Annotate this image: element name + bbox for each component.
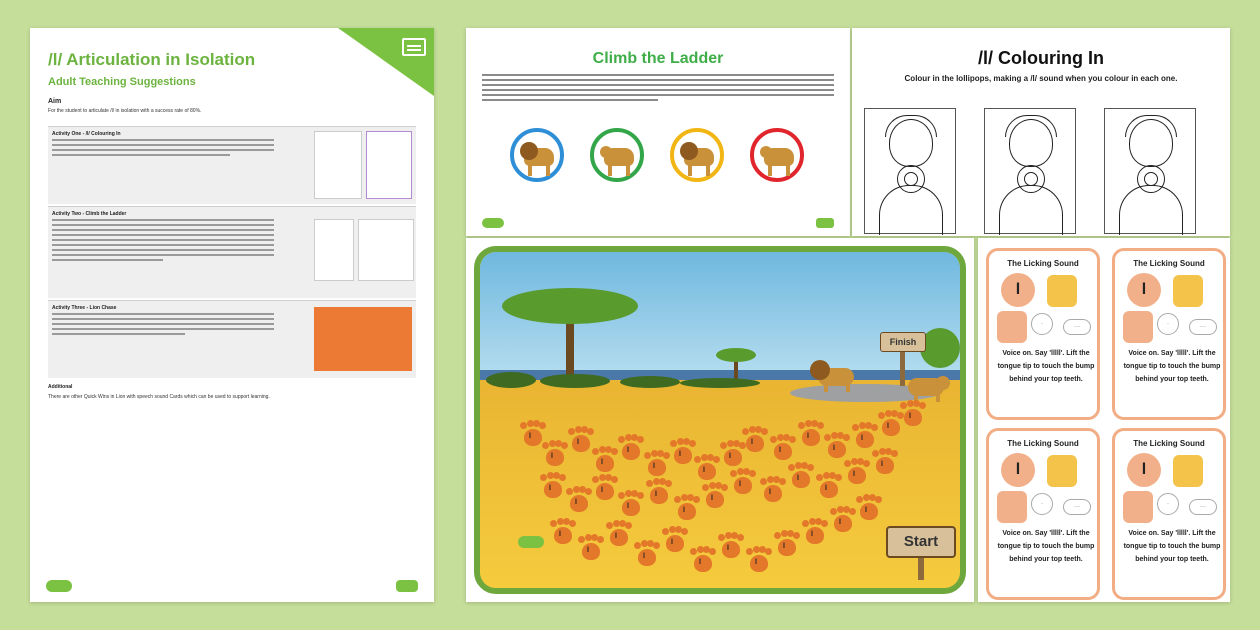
paw-print-icon: [674, 496, 700, 522]
mouth-picture-icon: [1047, 455, 1077, 487]
paw-letter: l: [739, 481, 741, 488]
paw-print-icon: [592, 448, 618, 474]
paw-print-icon: [694, 456, 720, 482]
paw-print-icon: [844, 460, 870, 486]
paw-print-icon: [852, 424, 878, 450]
paw-letter: l: [853, 471, 855, 478]
colouring-picture: [864, 108, 956, 234]
logo: [46, 580, 72, 592]
paw-letter: l: [881, 461, 883, 468]
instructions-text-lines: [482, 74, 834, 104]
small-tree-canopy: [716, 348, 756, 362]
paw-letter: l: [699, 559, 701, 566]
sound-symbol-icon: ·: [1031, 313, 1053, 335]
paw-letter: l: [833, 445, 835, 452]
aim-heading: Aim: [48, 98, 62, 105]
letter-badge: l: [1001, 273, 1035, 307]
paw-print-icon: [830, 508, 856, 534]
additional-heading: Additional: [48, 384, 73, 390]
paw-letter: l: [627, 503, 629, 510]
acacia-tree-canopy: [502, 288, 638, 324]
paw-print-icon: [646, 480, 672, 506]
paw-print-icon: [618, 492, 644, 518]
additional-text: There are other Quick Wins in Lion with speech sound Cards which can be used to support learning.: [48, 394, 270, 400]
card-title: The Licking Sound: [1007, 259, 1079, 268]
paw-print-icon: [606, 522, 632, 548]
paw-letter: l: [575, 499, 577, 506]
paw-print-icon: [900, 402, 926, 428]
paw-letter: l: [671, 539, 673, 546]
paw-letter: l: [861, 435, 863, 442]
sheet-subtitle: Colour in the lollipops, making a /l/ sound when you colour in each one.: [904, 74, 1178, 83]
paw-letter: l: [549, 485, 551, 492]
activity-text-lines: [52, 219, 274, 264]
sheet-title: Climb the Ladder: [592, 50, 724, 67]
paw-print-icon: [618, 436, 644, 462]
paw-letter: l: [601, 459, 603, 466]
sheet-subtitle: Adult Teaching Suggestions: [48, 76, 196, 88]
game-board: [474, 246, 966, 594]
paw-print-icon: [702, 484, 728, 510]
paw-print-icon: [802, 520, 828, 546]
paw-print-icon: [742, 428, 768, 454]
lion-circle-red: [750, 128, 804, 182]
logo: [518, 536, 544, 548]
paw-print-icon: [872, 450, 898, 476]
paw-print-icon: [662, 528, 688, 554]
activity-thumbnail: [314, 219, 354, 281]
lioness: [900, 370, 950, 404]
paw-print-icon: [550, 520, 576, 546]
activity-thumbnail: [314, 131, 362, 199]
paw-letter: l: [755, 559, 757, 566]
aim-text: For the student to articulate /l/ in isolation with a success rate of 80%.: [48, 108, 202, 114]
finish-sign-post: [900, 352, 905, 386]
activity-text-lines: [52, 313, 274, 338]
paw-print-icon: [542, 442, 568, 468]
paw-print-icon: [568, 428, 594, 454]
mouth-picture-icon: [1123, 491, 1153, 523]
paw-letter: l: [825, 485, 827, 492]
paw-print-icon: [788, 464, 814, 490]
resource-icon: [402, 38, 426, 56]
paw-letter: l: [601, 487, 603, 494]
climb-the-ladder-sheet: [466, 28, 850, 236]
lion: [810, 360, 860, 394]
sound-card: [986, 248, 1100, 420]
paw-letter: l: [769, 489, 771, 496]
sheet-title: /l/ Colouring In: [978, 48, 1104, 68]
paw-letter: l: [683, 507, 685, 514]
paw-print-icon: [578, 536, 604, 562]
paw-print-icon: [718, 534, 744, 560]
start-sign-post: [918, 558, 924, 580]
colouring-picture: [1104, 108, 1196, 234]
paw-print-icon: [644, 452, 670, 478]
paw-letter: l: [703, 467, 705, 474]
sound-symbol-icon: ·: [1031, 493, 1053, 515]
paw-letter: l: [779, 447, 781, 454]
bush: [540, 374, 610, 388]
activity-text-lines: [52, 139, 274, 159]
paw-letter: l: [729, 453, 731, 460]
start-sign: Start: [886, 526, 956, 558]
activity-thumbnail: [314, 307, 412, 371]
activity-title: Activity One - /l/ Colouring In: [52, 131, 121, 137]
lion-circle-blue: [510, 128, 564, 182]
paw-letter: l: [529, 433, 531, 440]
mouth-picture-icon: [1173, 455, 1203, 487]
paw-print-icon: [634, 542, 660, 568]
paw-print-icon: [798, 422, 824, 448]
card-title: The Licking Sound: [1007, 439, 1079, 448]
paw-letter: l: [751, 439, 753, 446]
paw-letter: l: [587, 547, 589, 554]
sound-card: [1112, 428, 1226, 600]
finish-sign: Finish: [880, 332, 926, 352]
paw-letter: l: [865, 507, 867, 514]
sound-symbol-icon: ···: [1189, 499, 1217, 515]
paw-print-icon: [856, 496, 882, 522]
paw-print-icon: [592, 476, 618, 502]
paw-letter: l: [909, 413, 911, 420]
activity-three-box: [48, 300, 416, 378]
card-instructions: Voice on. Say 'lllll'. Lift the tongue tip to touch the bump behind your top teeth.: [1123, 350, 1221, 383]
paw-print-icon: [730, 470, 756, 496]
activity-title: Activity Two - Climb the Ladder: [52, 211, 127, 217]
mouth-picture-icon: [1173, 275, 1203, 307]
bush: [486, 372, 536, 388]
colouring-in-sheet: [852, 28, 1230, 236]
letter-badge: l: [1001, 453, 1035, 487]
paw-print-icon: [774, 532, 800, 558]
paw-letter: l: [727, 545, 729, 552]
paw-letter: l: [653, 463, 655, 470]
lion-chase-board-sheet: [466, 238, 974, 602]
bush: [680, 378, 760, 388]
letter-badge: l: [1127, 453, 1161, 487]
colouring-picture: [984, 108, 1076, 234]
paw-letter: l: [627, 447, 629, 454]
sound-symbol-icon: ···: [1189, 319, 1217, 335]
paw-print-icon: [670, 440, 696, 466]
sound-symbol-icon: ···: [1063, 319, 1091, 335]
card-instructions: Voice on. Say 'lllll'. Lift the tongue tip to touch the bump behind your top teeth.: [1123, 530, 1221, 563]
logo: [396, 580, 418, 592]
letter-badge: l: [1127, 273, 1161, 307]
paw-print-icon: [540, 474, 566, 500]
paw-letter: l: [559, 531, 561, 538]
card-instructions: Voice on. Say 'lllll'. Lift the tongue tip to touch the bump behind your top teeth.: [997, 350, 1095, 383]
card-title: The Licking Sound: [1133, 259, 1205, 268]
card-instructions: Voice on. Say 'lllll'. Lift the tongue tip to touch the bump behind your top teeth.: [997, 530, 1095, 563]
paw-letter: l: [797, 475, 799, 482]
sound-symbol-icon: ·: [1157, 493, 1179, 515]
paw-print-icon: [690, 548, 716, 574]
paw-letter: l: [655, 491, 657, 498]
paw-letter: l: [807, 433, 809, 440]
teaching-suggestions-sheet: [30, 28, 434, 602]
activity-thumbnail: [366, 131, 412, 199]
mouth-picture-icon: [1047, 275, 1077, 307]
paw-letter: l: [615, 533, 617, 540]
activity-thumbnail: [358, 219, 414, 281]
sound-symbol-icon: ·: [1157, 313, 1179, 335]
paw-letter: l: [711, 495, 713, 502]
lion-circle-green: [590, 128, 644, 182]
paw-print-icon: [770, 436, 796, 462]
paw-letter: l: [643, 553, 645, 560]
paw-print-icon: [746, 548, 772, 574]
paw-print-icon: [566, 488, 592, 514]
activity-one-box: [48, 126, 416, 204]
paw-print-icon: [824, 434, 850, 460]
paw-print-icon: [816, 474, 842, 500]
bush: [620, 376, 680, 388]
activity-title: Activity Three - Lion Chase: [52, 305, 117, 311]
mouth-picture-icon: [1123, 311, 1153, 343]
paw-letter: l: [839, 519, 841, 526]
paw-letter: l: [783, 543, 785, 550]
logo: [482, 218, 504, 228]
sheet-title: /l/ Articulation in Isolation: [48, 50, 256, 69]
lion-circle-yellow: [670, 128, 724, 182]
paw-letter: l: [551, 453, 553, 460]
sound-card: [1112, 248, 1226, 420]
paw-letter: l: [811, 531, 813, 538]
licking-sound-cards-sheet: [978, 238, 1230, 602]
sound-symbol-icon: ···: [1063, 499, 1091, 515]
bush: [920, 328, 960, 368]
activity-two-box: [48, 206, 416, 298]
paw-letter: l: [679, 451, 681, 458]
paw-letter: l: [887, 423, 889, 430]
mouth-picture-icon: [997, 491, 1027, 523]
paw-print-icon: [760, 478, 786, 504]
logo: [816, 218, 834, 228]
paw-letter: l: [577, 439, 579, 446]
sound-card: [986, 428, 1100, 600]
mouth-picture-icon: [997, 311, 1027, 343]
card-title: The Licking Sound: [1133, 439, 1205, 448]
